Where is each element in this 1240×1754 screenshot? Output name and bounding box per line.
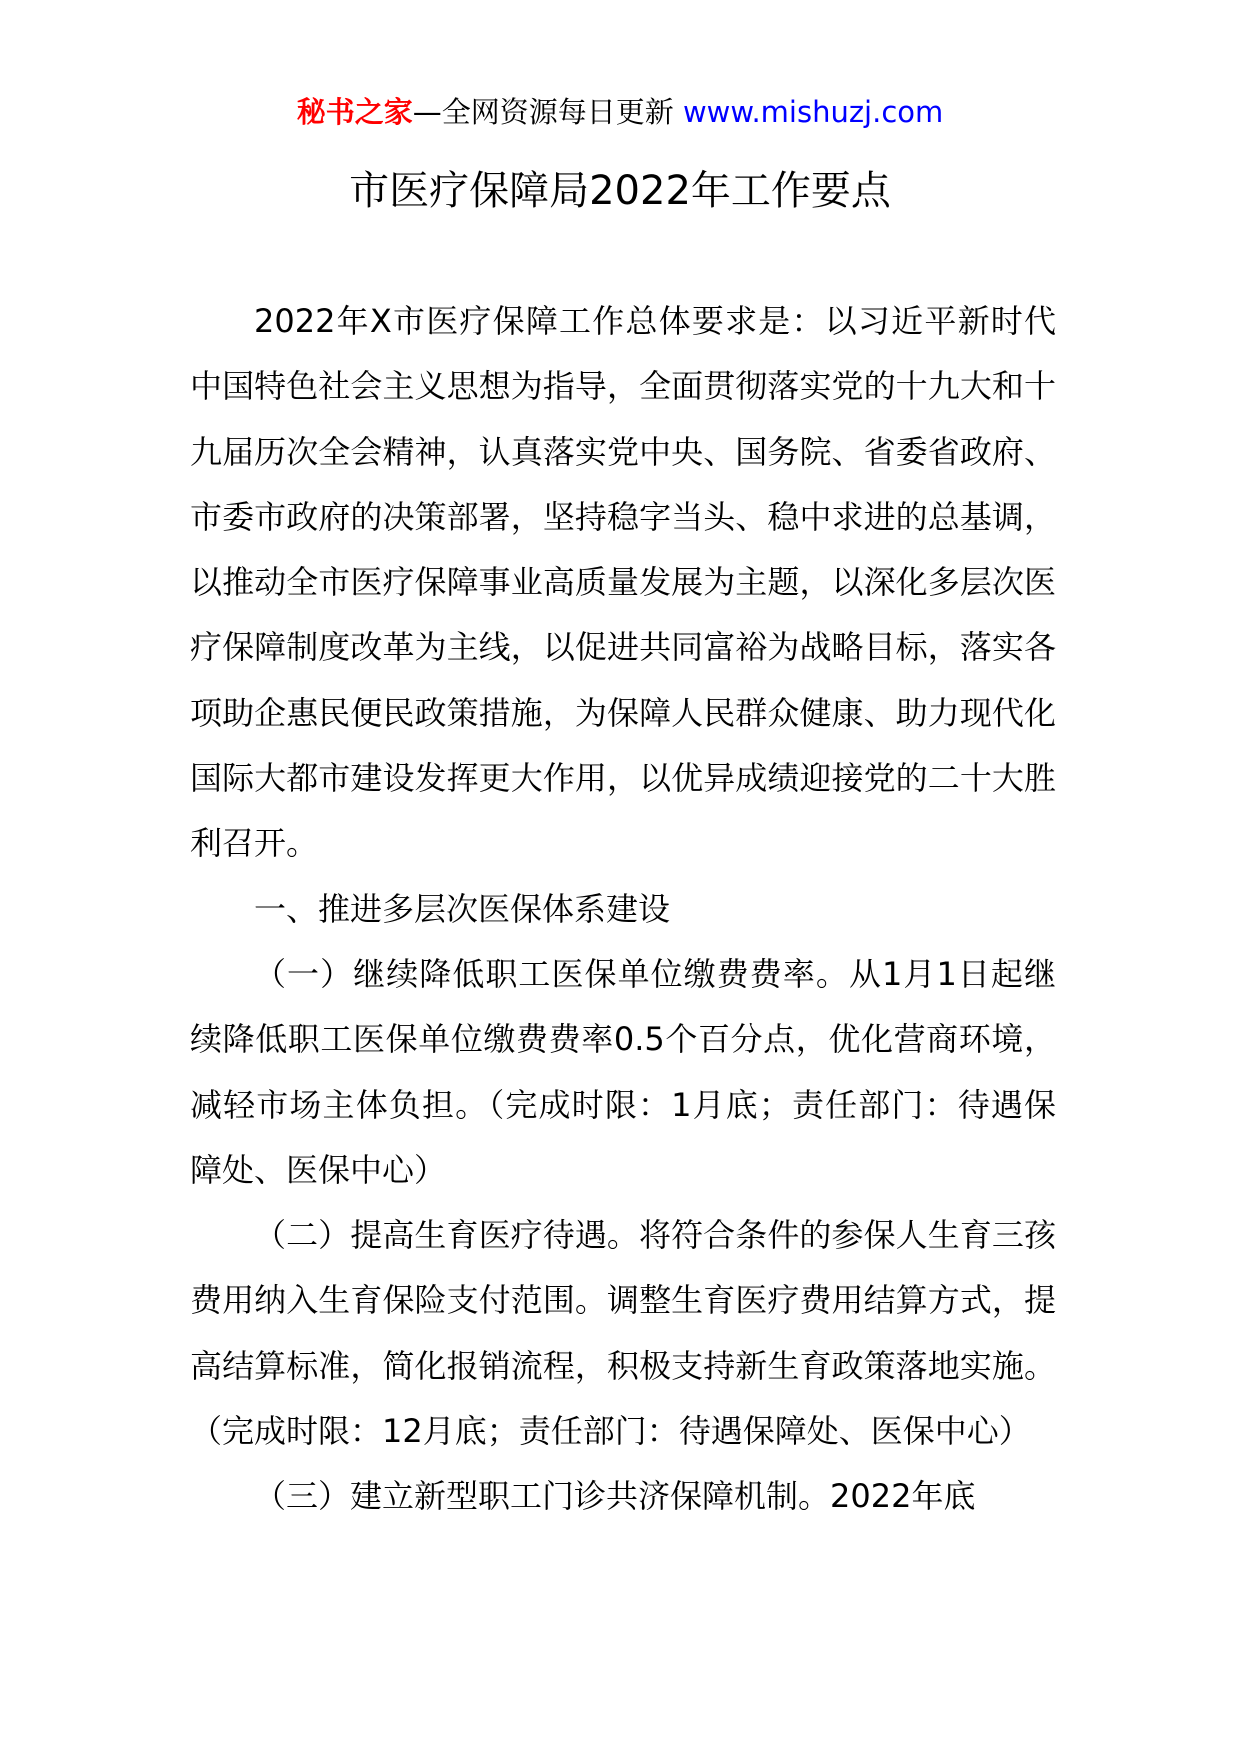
site-watermark-header (0, 92, 1240, 132)
document-title: 市医疗保障局2022年工作要点 (349, 168, 891, 214)
section-heading-1: 一、推进多层次医保体系建设 (254, 889, 671, 928)
site-brand-name: 秘书之家 (296, 95, 413, 129)
site-tagline: —全网资源每日更新 (412, 95, 683, 129)
document-body (190, 289, 1056, 1530)
site-url-link[interactable]: www.mishuzj.com (682, 95, 944, 129)
item-paragraph-3: （三）建立新型职工门诊共济保障机制。2022年底 (254, 1477, 976, 1516)
item-paragraph-2: （二）提高生育医疗待遇。将符合条件的参保人生育三孩费用纳入生育保险支付范围。调整生育医疗费用结算方式，提高结算标准，简化报销流程，积极支持新生育政策落地实施。（完成时限：12月底；责任部门：待遇保障处、医保中心） (190, 1216, 1056, 1451)
intro-paragraph: 2022年X市医疗保障工作总体要求是：以习近平新时代中国特色社会主义思想为指导，全面贯彻落实党的十九大和十九届历次全会精神，认真落实党中央、国务院、省委省政府、市委市政府的决策部署，坚持稳字当头、稳中求进的总基调，以推动全市医疗保障事业高质量发展为主题，以深化多层次医疗保障制度改革为主线，以促进共同富裕为战略目标，落实各项助企惠民便民政策措施，为保障人民群众健康、助力现代化国际大都市建设发挥更大作用，以优异成绩迎接党的二十大胜利召开。 (190, 302, 1056, 863)
item-paragraph-1: （一）继续降低职工医保单位缴费费率。从1月1日起继续降低职工医保单位缴费费率0.5个百分点，优化营商环境，减轻市场主体负担。（完成时限：1月底；责任部门：待遇保障处、医保中心） (190, 954, 1056, 1189)
